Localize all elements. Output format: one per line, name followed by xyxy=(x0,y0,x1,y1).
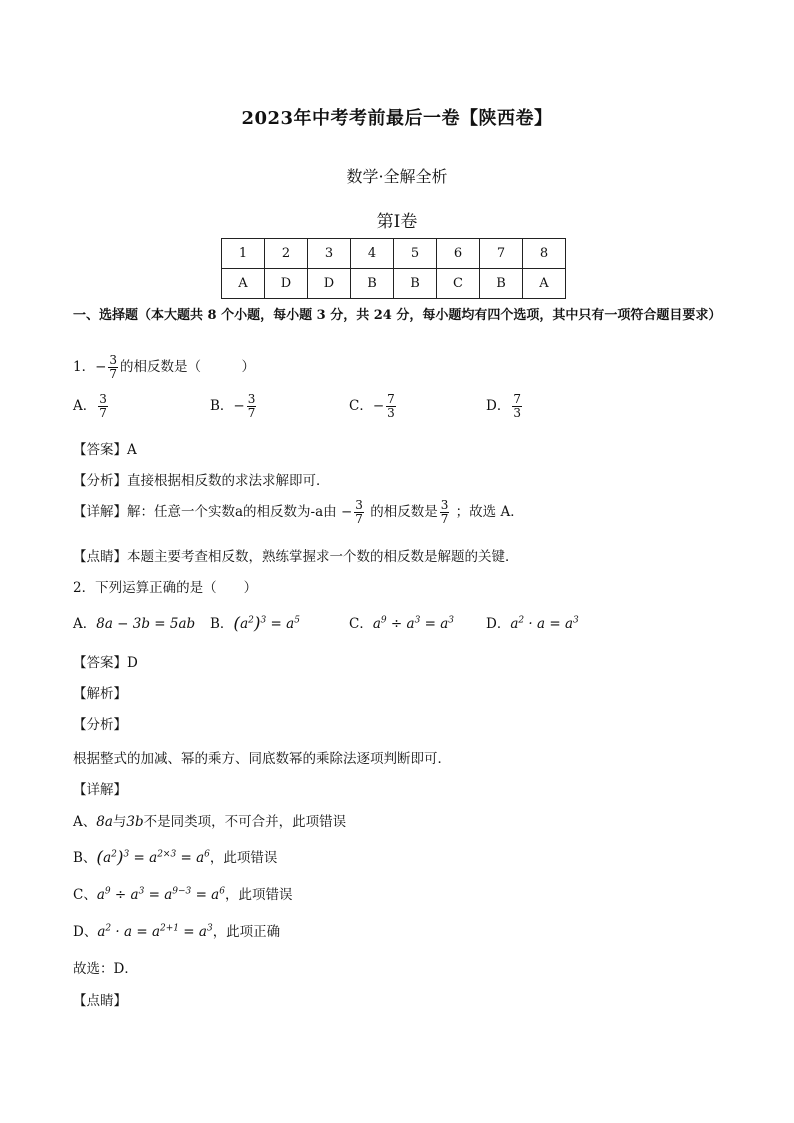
answer-table-answer-row xyxy=(222,269,566,299)
answer-cell: D xyxy=(308,269,351,299)
volume-label: 第Ⅰ卷 xyxy=(376,212,418,232)
option-label: D． xyxy=(486,398,511,414)
detail-line xyxy=(73,499,524,526)
jiexi-heading: 【解析】 xyxy=(73,686,127,702)
negative-sign: − xyxy=(95,359,107,375)
negative-sign: − xyxy=(372,398,385,414)
detail-label: D、 xyxy=(73,924,98,940)
fraction-denominator: 7 xyxy=(355,512,363,526)
answer-table xyxy=(221,238,566,299)
fraction-denominator: 7 xyxy=(99,406,107,420)
option-d xyxy=(486,393,524,420)
detail-line-d xyxy=(73,920,280,940)
detail-text: ，此项正确 xyxy=(212,924,281,940)
option-label: A． xyxy=(73,616,97,632)
question-number: 1． xyxy=(73,359,96,375)
math-expression: $a^2 \cdot a = a^{2+1} = a^3$ xyxy=(97,923,213,940)
dianjing-heading: 【点睛】 xyxy=(73,993,127,1009)
option-b xyxy=(210,393,258,420)
option-label: B． xyxy=(210,398,234,414)
answer-cell: A xyxy=(523,269,566,299)
detail-text: 的相反数是 xyxy=(370,504,438,520)
fraction-numerator: 3 xyxy=(440,498,449,512)
fraction-numerator: 3 xyxy=(109,353,118,367)
fraction xyxy=(386,393,396,420)
detail-line-c xyxy=(73,883,292,903)
option-expression: $a^9 \div a^3 = a^3$ xyxy=(372,615,455,632)
math-expression: $(a^2)^3 = a^{2\times 3} = a^6$ xyxy=(96,848,210,868)
conclusion-line: 故选：D． xyxy=(73,961,138,977)
fraction-denominator: 3 xyxy=(387,406,395,420)
fraction-numerator: 3 xyxy=(99,392,107,406)
detail-line-a xyxy=(73,810,346,830)
detail-text: 与 xyxy=(112,814,127,830)
answer-table-number-row xyxy=(222,239,566,269)
fraction xyxy=(440,499,450,526)
analysis-line: 【分析】直接根据相反数的求法求解即可． xyxy=(73,473,330,489)
option-d xyxy=(486,612,579,632)
option-label: D． xyxy=(486,616,511,632)
option-expression: 8a − 3b = 5ab xyxy=(96,616,196,632)
question-number-cell: 2 xyxy=(265,239,308,269)
question-1-stem xyxy=(73,354,255,381)
fraction xyxy=(98,393,108,420)
option-expression: $a^2 \cdot a = a^3$ xyxy=(510,615,579,632)
question-number-cell: 8 xyxy=(523,239,566,269)
option-label: C． xyxy=(349,398,373,414)
answer-cell: B xyxy=(480,269,523,299)
fraction-denominator: 3 xyxy=(513,406,521,420)
option-label: B． xyxy=(210,616,234,632)
fraction-numerator: 7 xyxy=(387,392,395,406)
question-2-stem: 2．下列运算正确的是（ ） xyxy=(73,580,258,596)
fraction xyxy=(512,393,522,420)
question-number-cell: 6 xyxy=(437,239,480,269)
answer-cell: A xyxy=(222,269,265,299)
detail-text: 【详解】解：任意一个实数a的相反数为-a由 xyxy=(73,504,337,520)
answer-cell: D xyxy=(265,269,308,299)
option-a xyxy=(73,393,110,420)
question-number-cell: 5 xyxy=(394,239,437,269)
option-label: A． xyxy=(73,398,97,414)
detail-label: B、 xyxy=(73,850,97,866)
math-expression: $a^9 \div a^3 = a^{9-3} = a^6$ xyxy=(96,886,225,903)
detail-label: A、 xyxy=(73,814,97,830)
fraction xyxy=(108,354,118,381)
fraction-denominator: 7 xyxy=(247,406,256,420)
option-a xyxy=(73,612,195,632)
section-heading: 一、选择题（本大题共 8 个小题，每小题 3 分，共 24 分，每小题均有四个选项，其中只有一项符合题目要求） xyxy=(73,308,722,323)
option-b xyxy=(210,612,300,634)
fraction-numerator: 3 xyxy=(247,392,256,406)
question-number-cell: 3 xyxy=(308,239,351,269)
document-subtitle: 数学·全解全析 xyxy=(346,167,448,186)
detail-text: ，此项错误 xyxy=(224,887,293,903)
question-number-cell: 7 xyxy=(480,239,523,269)
answer-line: 【答案】D xyxy=(73,655,138,671)
detail-line-b xyxy=(73,846,277,868)
fraction-denominator: 7 xyxy=(109,367,118,381)
option-expression: $(a^2)^3 = a^5$ xyxy=(233,614,300,634)
math-expression: 8a xyxy=(96,814,113,830)
fraction-numerator: 7 xyxy=(513,392,521,406)
answer-cell: B xyxy=(394,269,437,299)
option-label: C． xyxy=(349,616,373,632)
fenxi-text: 根据整式的加减、幂的乘方、同底数幂的乘除法逐项判断即可． xyxy=(73,751,451,767)
answer-line: 【答案】A xyxy=(73,442,137,458)
answer-cell: C xyxy=(437,269,480,299)
option-c xyxy=(349,612,454,632)
option-c xyxy=(349,393,398,420)
question-number-cell: 4 xyxy=(351,239,394,269)
question-number-cell: 1 xyxy=(222,239,265,269)
negative-sign: − xyxy=(233,398,245,414)
fraction xyxy=(247,393,257,420)
question-stem-text: 的相反数是（ ） xyxy=(120,359,256,375)
xiangjie-heading: 【详解】 xyxy=(73,782,127,798)
detail-text: 不是同类项，不可合并，此项错误 xyxy=(143,814,347,830)
fraction-denominator: 7 xyxy=(440,512,449,526)
answer-cell: B xyxy=(351,269,394,299)
comment-line: 【点睛】本题主要考查相反数，熟练掌握求一个数的相反数是解题的关键． xyxy=(73,549,519,565)
detail-text: ，此项错误 xyxy=(209,850,278,866)
fenxi-heading: 【分析】 xyxy=(73,717,127,733)
negative-sign: − xyxy=(340,504,353,520)
detail-label: C、 xyxy=(73,887,97,903)
math-expression: 3b xyxy=(126,814,144,830)
detail-text: ；故选 A． xyxy=(455,504,524,520)
document-title: 2023年中考考前最后一卷【陕西卷】 xyxy=(241,108,553,129)
fraction-numerator: 3 xyxy=(355,498,363,512)
fraction xyxy=(354,499,364,526)
